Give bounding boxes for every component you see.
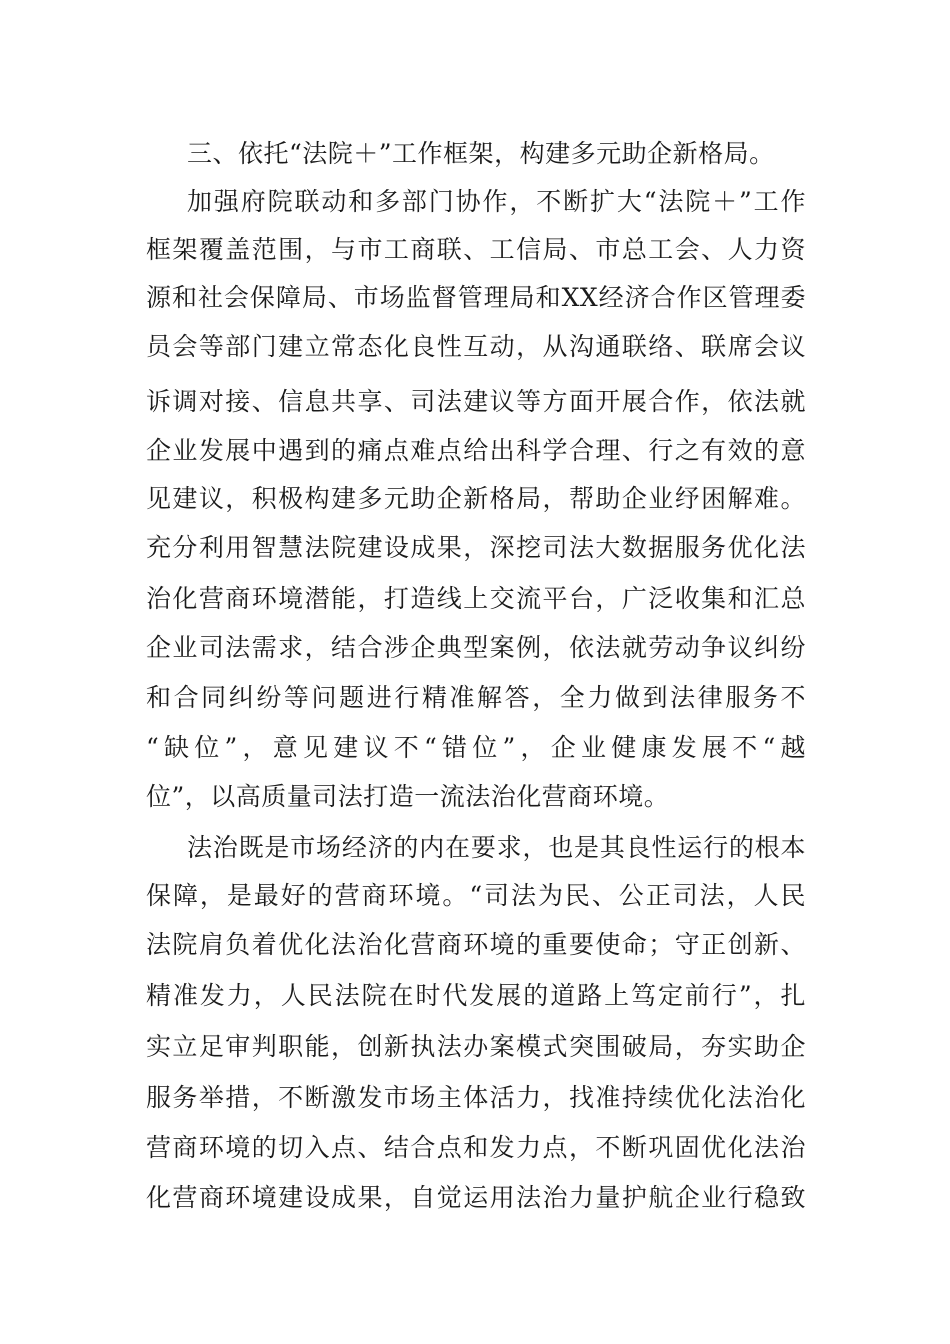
paragraph-line: 员会等部门建立常态化良性互动，从沟通联络、联席会议 xyxy=(146,332,806,361)
paragraph-line: 保障，是最好的营商环境。“司法为民、公正司法，人民 xyxy=(146,881,806,910)
paragraph-line: 源和社会保障局、市场监督管理局和XX经济合作区管理委 xyxy=(146,283,806,312)
paragraph-line: 企业发展中遇到的痛点难点给出科学合理、行之有效的意 xyxy=(146,436,806,465)
section-heading: 三、依托“法院＋”工作框架，构建多元助企新格局。 xyxy=(187,139,775,168)
paragraph-line: 精准发力，人民法院在时代发展的道路上笃定前行”，扎 xyxy=(146,981,806,1010)
paragraph-line: 治化营商环境潜能，打造线上交流平台，广泛收集和汇总 xyxy=(146,584,806,613)
paragraph-line: 加强府院联动和多部门协作，不断扩大“法院＋”工作 xyxy=(187,187,806,216)
paragraph-line: 见建议，积极构建多元助企新格局，帮助企业纾困解难。 xyxy=(146,484,806,513)
paragraph-line: 法治既是市场经济的内在要求，也是其良性运行的根本 xyxy=(187,833,806,862)
paragraph-line: 营商环境的切入点、结合点和发力点，不断巩固优化法治 xyxy=(146,1133,806,1162)
paragraph-line: 化营商环境建设成果，自觉运用法治力量护航企业行稳致 xyxy=(146,1183,806,1212)
paragraph-line: 服务举措，不断激发市场主体活力，找准持续优化法治化 xyxy=(146,1083,806,1112)
paragraph-line: 法院肩负着优化法治化营商环境的重要使命；守正创新、 xyxy=(146,930,806,959)
paragraph-line: 和合同纠纷等问题进行精准解答，全力做到法律服务不 xyxy=(146,683,806,712)
paragraph-line: 位”，以高质量司法打造一流法治化营商环境。 xyxy=(146,782,670,811)
paragraph-line: “缺位”，意见建议不“错位”，企业健康发展不“越 xyxy=(146,733,806,762)
paragraph-line: 企业司法需求，结合涉企典型案例，依法就劳动争议纠纷 xyxy=(146,633,806,662)
paragraph-line: 充分利用智慧法院建设成果，深挖司法大数据服务优化法 xyxy=(146,533,806,562)
paragraph-line: 诉调对接、信息共享、司法建议等方面开展合作，依法就 xyxy=(146,387,806,416)
paragraph-line: 框架覆盖范围，与市工商联、工信局、市总工会、人力资 xyxy=(146,235,806,264)
paragraph-line: 实立足审判职能，创新执法办案模式突围破局，夯实助企 xyxy=(146,1032,806,1061)
